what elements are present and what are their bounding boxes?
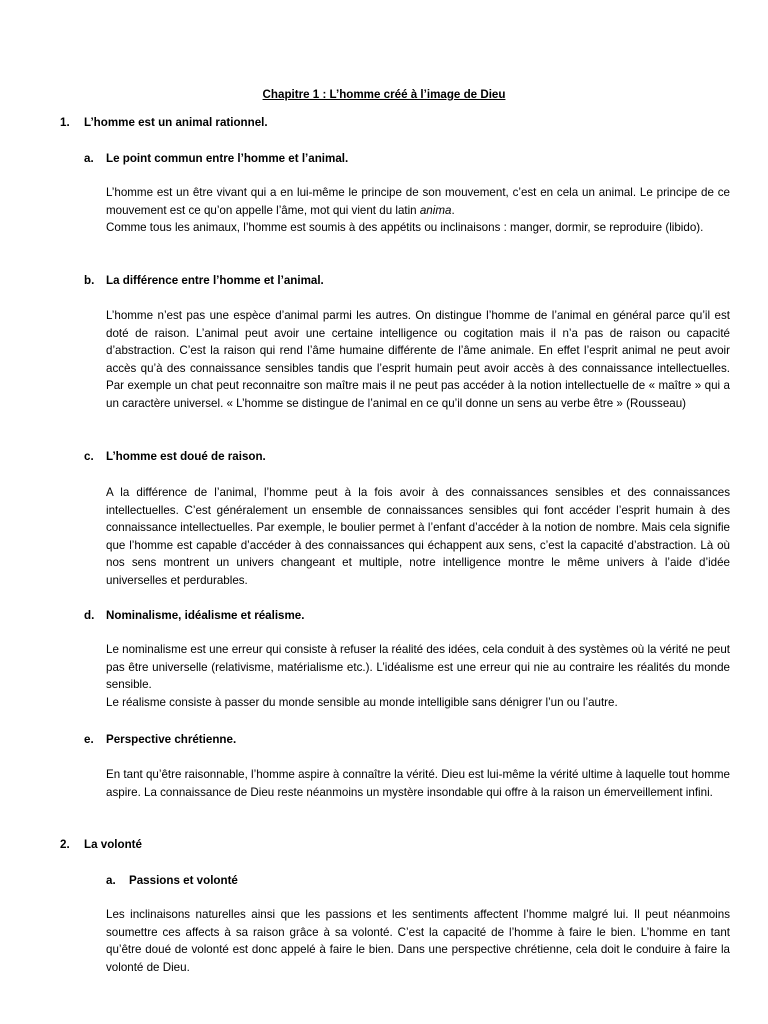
paragraph-1e <box>106 766 730 801</box>
subsection-title: Perspective chrétienne. <box>106 733 237 746</box>
subsection-letter: a. <box>84 152 94 165</box>
text-run: . <box>451 203 455 217</box>
page-title: Chapitre 1 : L’homme créé à l’image de Dieu <box>262 88 506 101</box>
paragraph-text: Le réalisme consiste à passer du monde sensible au monde intelligible sans dénigrer l’un ou l’autre. <box>106 695 618 709</box>
section-number: 1. <box>60 116 70 129</box>
paragraph-text: En tant qu’être raisonnable, l’homme aspire à connaître la vérité. Dieu est lui-même la vérité ultime à laquelle tout homme aspire. La connaissance de Dieu reste néanmoins un mystère insondable qui offre à la raison un émerveillement infini. <box>106 768 730 799</box>
paragraph-text: Le nominalisme est une erreur qui consiste à refuser la réalité des idées, cela conduit à des systèmes où la vérité ne peut pas être universelle (relativisme, matérialisme etc.). L’idéalisme est une erreur qui nie au contraire les réalités du monde sensible. <box>106 643 730 692</box>
paragraph-1b <box>106 307 730 413</box>
paragraph-text: L’homme n’est pas une espèce d’animal parmi les autres. On distingue l’homme de l’animal en général parce qu’il est doté de raison. L’animal peut avoir une certaine intelligence ou cogitation mais il n’a pas de raison ou capacité d’abstraction. C’est la raison qui rend l’âme humaine différente de l’âme animale. En effet l’esprit animal ne peut avoir accès qu’à des connaissance sensibles tandis que l’esprit humain peut avoir accès à des connaissance intellectuelles. Par exemple un chat peut reconnaitre son maître mais il ne peut pas accéder à la notion intellectuelle de « maître » qui a un caractère universel. « L’homme se distingue de l’animal en ce qu’il donne un sens au verbe être » (Rousseau) <box>106 309 730 410</box>
text-run: L’homme est un être vivant qui a en lui-même le principe de son mouvement, c’est en cela un animal. Le principe de ce mouvement est ce qu’on appelle l’âme, mot qui vient du latin <box>106 186 730 217</box>
section-title: L’homme est un animal rationnel. <box>84 116 268 129</box>
paragraph-text: Comme tous les animaux, l’homme est soumis à des appétits ou inclinaisons : manger, dormir, se reproduire (libido). <box>106 221 704 235</box>
section-number: 2. <box>60 838 70 851</box>
subsection-title: Nominalisme, idéalisme et réalisme. <box>106 609 305 622</box>
paragraph-text: Les inclinaisons naturelles ainsi que les passions et les sentiments affectent l’homme malgré lui. Il peut néanmoins soumettre ces affects à sa raison grâce à sa volonté. C’est la capacité de l’homme à faire le bien. L’homme en tant qu’être doué de volonté est donc appelé à faire le bien. Dans une perspective chrétienne, cela doit le conduire à faire la volonté de Dieu. <box>106 908 730 974</box>
subsection-letter: d. <box>84 609 95 622</box>
subsection-title: Le point commun entre l’homme et l’animal. <box>106 152 349 165</box>
subsection-title: Passions et volonté <box>129 874 238 887</box>
subsection-title: L’homme est doué de raison. <box>106 450 266 463</box>
italic-term: anima <box>419 203 452 217</box>
subsection-letter: e. <box>84 733 94 746</box>
section-title: La volonté <box>84 838 142 851</box>
paragraph-1d <box>106 641 730 711</box>
paragraph-text: A la différence de l’animal, l’homme peut à la fois avoir à des connaissances sensibles et des connaissances intellectuelles. C’est généralement un ensemble de connaissances sensibles qui font accéder l’esprit humain à des connaissance intellectuelles. Par exemple, le boulier permet à l’enfant d’accéder à la notion de nombre. Mais cela signifie que l’homme est capable d’accéder à des connaissances qui échappent aux sens, c’est la capacité d’abstraction. Là où nos sens montrent un univers changeant et multiple, notre intelligence montre le même univers à l’aide d’idée universelles et perdurables. <box>106 486 730 587</box>
subsection-title: La différence entre l’homme et l’animal. <box>106 274 324 287</box>
paragraph-1c <box>106 484 730 590</box>
paragraph-2a <box>106 906 730 976</box>
subsection-letter: a. <box>106 874 116 887</box>
paragraph-text <box>106 184 730 219</box>
subsection-letter: b. <box>84 274 95 287</box>
subsection-letter: c. <box>84 450 94 463</box>
paragraph-1a <box>106 184 730 237</box>
